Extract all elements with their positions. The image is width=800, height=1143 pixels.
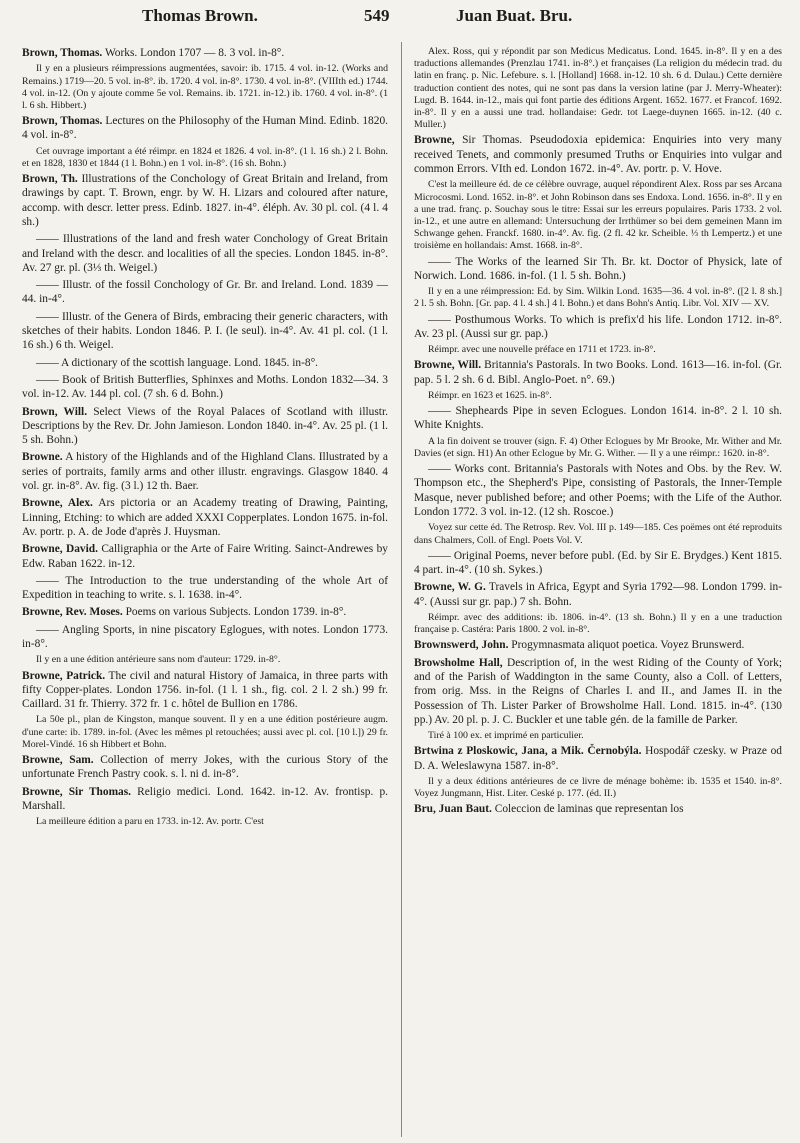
column-divider [401,42,402,1137]
header-right: Juan Buat. Bru. [456,6,573,25]
bibliographic-entry [22,46,388,60]
bibliographic-note: C'est la meilleure éd. de ce célèbre ouvrage, auquel répondirent Alex. Ross par ses Arcana Microcosmi. Lond. 1652. in-8°. et John Robinson dans ses Endoxa. Lond. 1656. in-8°. Il y en a une trad. franç. p. Souchay sous le titre: Essai sur les erreurs populaires. Paris 1733. 2 vol. in-12., et une autre en allemand: Untersuchung der Irrthümer so bei dem gemeinen Mann im Schwange gehen. Franckf. 1680. in-4°. Av. fig. (2 fl. 42 kr. Scheible. ⅓ th Lempertz.) et une troisième en hollandais: Amst. 1668. in-8°. [414,179,782,252]
bibliographic-subentry: —— Original Poems, never before publ. (Ed. by Sir E. Brydges.) Kent 1815. 4 part. in-4°. (10 sh. Sykes.) [414,549,782,577]
entry-author: Browne, Sir Thomas. [22,785,132,798]
header-left: Thomas Brown. [142,6,258,25]
entry-author: Brown, Will. [22,405,88,418]
entry-author: Browne, W. G. [414,581,486,594]
entry-author: Brtwina z Ploskowic, Jana, a Mik. Černobýla. [414,745,642,758]
bibliographic-entry [414,580,782,609]
entry-text: Works. London 1707 — 8. 3 vol. in-8°. [102,47,285,59]
bibliographic-subentry: —— Illustr. of the Genera of Birds, embracing their generic characters, with sketches of their habits. London 1846. P. I. (le seul). in-4°. Av. 41 pl. col. (1 l. 16 sh.) 6 th. Weigel. [22,310,388,352]
entry-text: Travels in Africa, Egypt and Syria 1792—98. London 1799. in-4°. (Aussi sur gr. pap.) 7 sh. Bohn. [414,581,782,608]
entry-text: Sir Thomas. Pseudodoxia epidemica: Enquiries into very many received Tenets, and commonly presumed Truths or Enquiries into vulgar and common Errors. VIth ed. London 1672. in-4°. Av. portr. p. V. Hove. [414,134,782,176]
bibliographic-note: Réimpr. avec des additions: ib. 1806. in-4°. (13 sh. Bohn.) Il y en a une traduction française p. Castéra: Paris 1800. 2 vol. in-8°. [414,611,782,636]
entry-text: Religio medici. Lond. 1642. in-12. Av. frontisp. p. Marshall. [22,785,388,812]
entry-author: Browne, [414,134,455,147]
bibliographic-note: La 50e pl., plan de Kingston, manque souvent. Il y en a une édition postérieure augm. d'une carte: ib. 1789. in-fol. (Avec les mêmes pl retouchées; aussi avec pl. col. [10 l.]) 29 fr. Morel-Vindé. 16 sh Hibbert et Bohn. [22,714,388,750]
bibliographic-subentry: —— Illustr. of the fossil Conchology of Gr. Br. and Ireland. Lond. 1839 — 44. in-4°. [22,279,388,306]
entry-author: Browne, Rev. Moses. [22,606,123,619]
bibliographic-entry [414,656,782,727]
entry-text: Description of, in the west Riding of the County of York; and of the Parish of Waddington in the same County, also a Coll. of Letters, from orig. Mss. in the Reigns of Charles I. and II., and James II. in the Possession of Th. Lister Parker of Browsholme Hall. Lond. 1815. in-4°. (130 pp.) Av. 20 pl. p. J. C. Buckler et une table gén. de la famille de Parker. [414,656,782,726]
bibliographic-subentry: —— A dictionary of the scottish language. Lond. 1845. in-8°. [36,356,319,369]
bibliographic-entry [414,744,782,773]
bibliographic-subentry: —— Works cont. Britannia's Pastorals with Notes and Obs. by the Rev. W. Thompson etc., the Shepherd's Pipe, consisting of Pastorals, the Inner-Temple Masque, never published before; and other Poems; with the Life of the Author. London 1772. 3 vol. in-12. (12 sh. Roscoe.) [414,463,782,519]
bibliographic-entry [22,753,388,782]
entry-author: Browne, Will. [414,359,482,372]
bibliographic-note: Alex. Ross, qui y répondit par son Medicus Medicatus. Lond. 1645. in-8°. Il y en a des traductions allemandes (Prenzlau 1741. in-8°.) et françaises (La religion du médecin trad. du latin en franç. p. Nic. Lefebure. s. l. [Holland] 1668. in-12. 10 sh. 6 d. Dulau.) Cette dernière traduction contient des notes, qui ne sont pas dans la version latine (par J. Merry-Wheater): Lugd. B. 1644. in-12., mais qui font partie des éditions Argent. 1652. 1677. et Francof. 1692. in-8°. Il y en a aussi une trad. hollandaise: Gedr. tot Laege-duynen 1665. in-12. (40 c. Muller.) [414,46,782,131]
bibliographic-entry [414,638,782,652]
bibliographic-subentry: —— Posthumous Works. To which is prefix'd his life. London 1712. in-8°. Av. 23 pl. (Aussi sur gr. pap.) [414,313,782,340]
entry-author: Bru, Juan Baut. [414,803,492,816]
entry-text: Coleccion de laminas que representan los [491,803,684,816]
left-column [22,46,388,830]
entry-text: Calligraphia or the Arte of Faire Writing. Sainct-Andrewes by Edw. Raban 1622. in-12. [22,543,388,570]
bibliographic-note: Il y en a une édition antérieure sans nom d'auteur: 1729. in-8°. [36,654,281,666]
bibliographic-note: Il y en a une réimpression: Ed. by Sim. Wilkin Lond. 1635—36. 4 vol. in-8°. ([2 l. 8 sh.] 2 l. 5 sh. Bohn. [Gr. pap. 4 l. 4 sh.] 4 l. Bohn.) et dans Bohn's Antiq. Libr. Vol. XIV — XV. [414,286,782,310]
bibliographic-entry [22,605,388,619]
bibliographic-entry [22,405,388,448]
entry-text: The civil and natural History of Jamaica, in three parts with fifty Copper-plates. London 1756. in-fol. (1 l. 1 sh., fig. col. 2 l. 2 sh.) 99 fr. Caillard. 31 fr. Thierry. 372 fr. 1 c. hôtel de Bullion en 1786. [22,669,388,711]
entry-author: Brown, Th. [22,173,78,186]
running-header [0,6,800,36]
bibliographic-entry [22,542,388,571]
entry-text: Britannia's Pastorals. In two Books. Lond. 1613—16. in-fol. (Gr. pap. 5 l. 2 sh. 6 d. Bibl. Anglo-Poet. n°. 69.) [414,359,782,386]
bibliographic-subentry: —— Book of British Butterflies, Sphinxes and Moths. London 1832—34. 3 vol. in-12. Av. 144 pl. col. (7 sh. 6 d. Bohn.) [22,373,388,401]
bibliographic-entry [22,172,388,229]
bibliographic-note: Il y a deux éditions antérieures de ce livre de ménage bohème: ib. 1535 et 1540. in-8°. Voyez Jungmann, Hist. Liter. Ceské p. 177. (éd. II.) [414,775,782,800]
entry-author: Browne. [22,451,63,464]
entry-author: Brown, Thomas. [22,115,103,128]
bibliographic-note: La meilleure édition a paru en 1733. in-12. Av. portr. C'est [36,816,264,828]
right-column [414,46,782,820]
entry-text: Illustrations of the Conchology of Great Britain and Ireland, from drawings by capt. T. Brown, engr. by W. H. Lizars and coloured after nature, accomp. with descr. letter press. Edinb. 1827. in-4°. éléph. Av. 30 pl. col. (4 l. 4 sh.) [22,173,388,228]
bibliographic-entry [22,450,388,493]
entry-author: Browsholme Hall, [414,656,503,669]
entry-text: Poems on various Subjects. London 1739. in-8°. [122,606,347,619]
bibliographic-note: Il y en a plusieurs réimpressions augmentées, savoir: ib. 1715. 4 vol. in-12. (Works and Remains.) 1719—20. 5 vol. in-8°. ib. 1720. 4 vol. in-8°. 1730. 4 vol. in-8°. (VIIIth ed.) 1744. 4 vol. in-12. (On y ajoute comme 5e vol. Remains. ib. 1721. in-12.) ib. 1760. 4 vol. in-8°. (1 l. 6 sh. Hibbert.) [22,63,388,111]
entry-author: Brown, Thomas. [22,47,103,59]
bibliographic-note: Réimpr. en 1623 et 1625. in-8°. [428,389,552,401]
entry-author: Browne, Alex. [22,497,93,510]
entry-text: Select Views of the Royal Palaces of Scotland with illustr. Descriptions by the Rev. Dr. John Jamieson. London 1840. in-4°. Av. 25 pl. (1 l. 5 sh. Bohn.) [22,405,388,447]
bibliographic-subentry: —— Illustrations of the land and fresh water Conchology of Great Britain and Ireland with the descr. and localities of all the species. London 1845. in-8°. Av. 27 gr. pl. (3⅓ th. Weigel.) [22,233,388,274]
bibliographic-entry [22,496,388,539]
bibliographic-subentry: —— The Introduction to the true understanding of the whole Art of Expedition in teaching to write. s. l. 1638. in-4°. [22,574,388,602]
bibliographic-subentry: —— Angling Sports, in nine piscatory Eglogues, with notes. London 1773. in-8°. [22,623,388,651]
bibliographic-note: Cet ouvrage important a été réimpr. en 1824 et 1826. 4 vol. in-8°. (1 l. 16 sh.) 2 l. Bohn. et en 1828, 1830 et 1844 (1 l. Bohn.) en 1 vol. in-8°. (16 sh. Bohn.) [22,145,388,169]
bibliographic-entry [22,114,388,143]
entry-author: Browne, David. [22,543,98,556]
entry-author: Browne, Sam. [22,754,94,767]
bibliographic-entry [22,669,388,712]
bibliographic-note: Tiré à 100 ex. et imprimé en particulier. [428,730,584,742]
bibliographic-entry [414,133,782,176]
entry-text: Collection of merry Jokes, with the curious Story of the unfortunate French Pastry cook. s. l. ni d. in-8°. [22,754,388,781]
bibliographic-subentry: —— The Works of the learned Sir Th. Br. kt. Doctor of Physick, late of Norwich. Lond. 1686. in-fol. (1 l. 5 sh. Bohn.) [414,255,782,282]
entry-author: Browne, Patrick. [22,669,106,682]
entry-text: Ars pictoria or an Academy treating of Drawing, Painting, Linning, Etching: to which are added XXXI Copperplates. London 1675. in-fol. Av. portr. p. A. de Jode d'après J. Huysman. [22,497,388,538]
entry-text: A history of the Highlands and of the Highland Clans. Illustrated by a series of portraits, family arms and other illustr. engravings. Glasgow 1840. 4 vol. gr. in-8°. Av. fig. (3 l.) 12 th. Baer. [22,451,388,493]
bibliographic-subentry: —— Shepheards Pipe in seven Eclogues. London 1614. in-8°. 2 l. 10 sh. White Knights. [414,405,782,432]
entry-text: Progymnasmata aliquot poetica. Voyez Brunswerd. [508,639,745,652]
bibliographic-note: Réimpr. avec une nouvelle préface en 1711 et 1723. in-8°. [428,344,656,356]
bibliographic-note: Voyez sur cette éd. The Retrosp. Rev. Vol. III p. 149—185. Ces poëmes ont été reproduits dans Chalmers, Coll. of Engl. Poets Vol. V. [414,522,782,546]
bibliographic-entry [414,802,782,816]
entry-text: Hospodář czesky. w Praze od D. A. Weleslawyna 1587. in-8°. [414,745,782,772]
page-number: 549 [364,6,390,25]
entry-text: Lectures on the Philosophy of the Human Mind. Edinb. 1820. 4 vol. in-8°. [22,115,388,142]
bibliographic-entry [414,358,782,387]
bibliographic-note: A la fin doivent se trouver (sign. F. 4) Other Eclogues by Mr Brooke, Mr. Wither and Mr. Davies (et sign. H1) An other Eclogue by Mr. G. Wither. — Il y a une réimpr.: 1620. in-8°. [414,435,782,459]
entry-author: Brownswerd, John. [414,639,509,652]
bibliographic-entry [22,785,388,814]
